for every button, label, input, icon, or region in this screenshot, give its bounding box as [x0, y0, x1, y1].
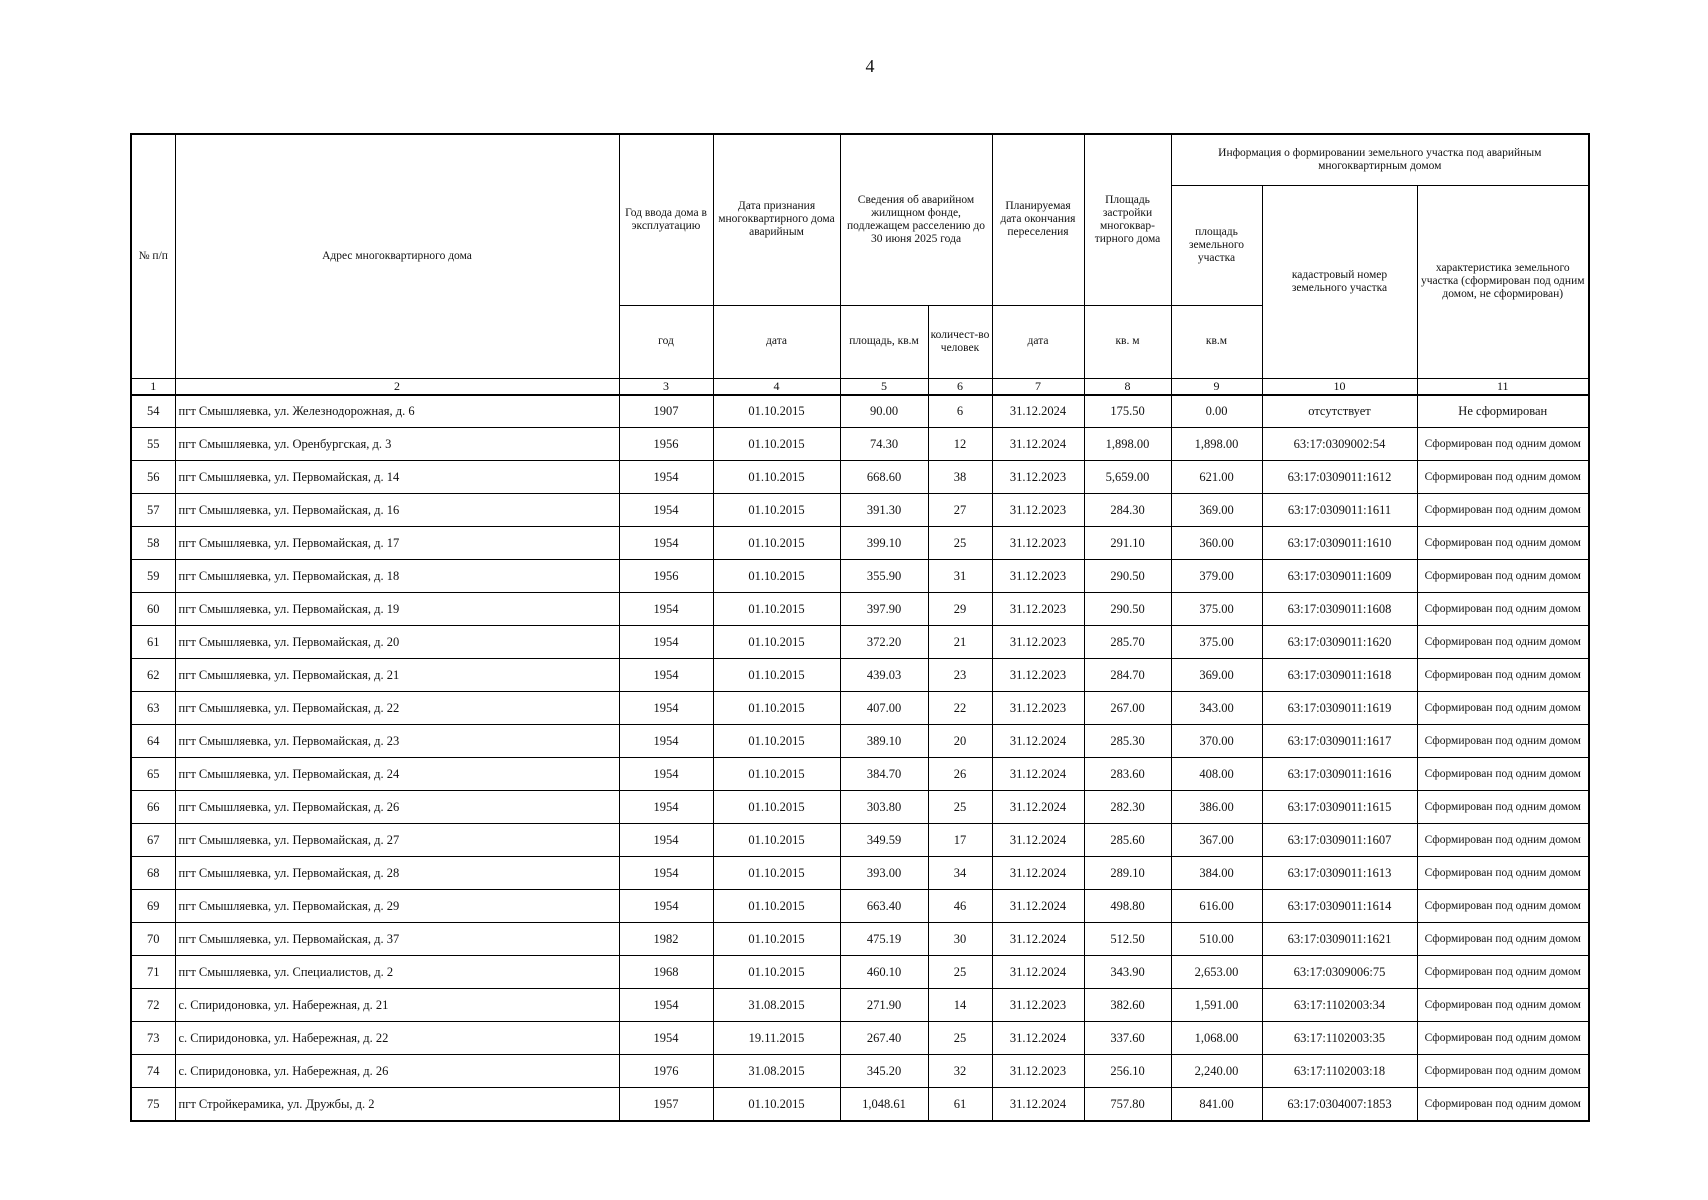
- row-address: пгт Смышляевка, ул. Первомайская, д. 28: [175, 856, 619, 889]
- row-cadastral: 63:17:0309011:1611: [1262, 493, 1417, 526]
- column-numbers-row: [131, 378, 1589, 395]
- row-built-area: 283.60: [1084, 757, 1171, 790]
- table-row: [131, 526, 1589, 559]
- row-built-area: 284.70: [1084, 658, 1171, 691]
- row-area: 391.30: [840, 493, 928, 526]
- row-cadastral: 63:17:1102003:35: [1262, 1021, 1417, 1054]
- header-land-area: площадь земельного участка: [1171, 185, 1262, 305]
- unit-people: количест-во человек: [928, 305, 992, 378]
- row-land-char: Сформирован под одним домом: [1417, 427, 1589, 460]
- row-land-area: 369.00: [1171, 658, 1262, 691]
- row-land-area: 375.00: [1171, 592, 1262, 625]
- row-land-char: Сформирован под одним домом: [1417, 823, 1589, 856]
- row-cadastral: 63:17:0304007:1853: [1262, 1087, 1417, 1121]
- row-people: 21: [928, 625, 992, 658]
- header-land-info: Информация о формировании земельного участка под аварийным многоквартирным домом: [1171, 134, 1589, 185]
- row-people: 61: [928, 1087, 992, 1121]
- row-date-recognition: 01.10.2015: [713, 559, 840, 592]
- row-planned-date: 31.12.2024: [992, 856, 1084, 889]
- table-row: [131, 1087, 1589, 1121]
- table-row: [131, 724, 1589, 757]
- row-people: 22: [928, 691, 992, 724]
- column-number: 4: [713, 378, 840, 395]
- row-year: 1957: [619, 1087, 713, 1121]
- unit-built-area: кв. м: [1084, 305, 1171, 378]
- row-people: 31: [928, 559, 992, 592]
- header-address: Адрес многоквартирного дома: [175, 134, 619, 378]
- row-date-recognition: 01.10.2015: [713, 922, 840, 955]
- row-planned-date: 31.12.2023: [992, 526, 1084, 559]
- row-people: 6: [928, 395, 992, 428]
- row-year: 1907: [619, 395, 713, 428]
- row-land-char: Сформирован под одним домом: [1417, 790, 1589, 823]
- row-land-char: Сформирован под одним домом: [1417, 592, 1589, 625]
- row-address: пгт Стройкерамика, ул. Дружбы, д. 2: [175, 1087, 619, 1121]
- row-planned-date: 31.12.2024: [992, 955, 1084, 988]
- row-land-area: 1,898.00: [1171, 427, 1262, 460]
- row-land-char: Сформирован под одним домом: [1417, 889, 1589, 922]
- table-row: [131, 559, 1589, 592]
- row-num: 73: [131, 1021, 175, 1054]
- row-address: с. Спиридоновка, ул. Набережная, д. 21: [175, 988, 619, 1021]
- row-built-area: 284.30: [1084, 493, 1171, 526]
- row-planned-date: 31.12.2024: [992, 395, 1084, 428]
- row-address: пгт Смышляевка, ул. Первомайская, д. 21: [175, 658, 619, 691]
- row-date-recognition: 31.08.2015: [713, 988, 840, 1021]
- column-number: 8: [1084, 378, 1171, 395]
- row-built-area: 285.60: [1084, 823, 1171, 856]
- row-built-area: 289.10: [1084, 856, 1171, 889]
- table-row: [131, 427, 1589, 460]
- row-address: пгт Смышляевка, ул. Первомайская, д. 23: [175, 724, 619, 757]
- table-row: [131, 889, 1589, 922]
- row-cadastral: 63:17:0309011:1608: [1262, 592, 1417, 625]
- table-row: [131, 856, 1589, 889]
- row-built-area: 337.60: [1084, 1021, 1171, 1054]
- row-year: 1954: [619, 1021, 713, 1054]
- row-cadastral: 63:17:0309006:75: [1262, 955, 1417, 988]
- row-num: 65: [131, 757, 175, 790]
- row-land-char: Сформирован под одним домом: [1417, 724, 1589, 757]
- row-planned-date: 31.12.2024: [992, 889, 1084, 922]
- table-row: [131, 493, 1589, 526]
- row-date-recognition: 31.08.2015: [713, 1054, 840, 1087]
- row-built-area: 757.80: [1084, 1087, 1171, 1121]
- page-number: 4: [865, 56, 875, 76]
- row-address: с. Спиридоновка, ул. Набережная, д. 22: [175, 1021, 619, 1054]
- table-row: [131, 691, 1589, 724]
- row-year: 1954: [619, 889, 713, 922]
- row-planned-date: 31.12.2024: [992, 1087, 1084, 1121]
- header-cadastral: кадастровый номер земельного участка: [1262, 185, 1417, 378]
- row-people: 38: [928, 460, 992, 493]
- row-cadastral: 63:17:0309011:1614: [1262, 889, 1417, 922]
- row-land-char: Сформирован под одним домом: [1417, 955, 1589, 988]
- row-area: 271.90: [840, 988, 928, 1021]
- row-date-recognition: 01.10.2015: [713, 724, 840, 757]
- row-cadastral: 63:17:0309011:1607: [1262, 823, 1417, 856]
- row-area: 460.10: [840, 955, 928, 988]
- row-num: 60: [131, 592, 175, 625]
- row-date-recognition: 01.10.2015: [713, 395, 840, 428]
- row-num: 62: [131, 658, 175, 691]
- row-built-area: 290.50: [1084, 559, 1171, 592]
- unit-land-area: кв.м: [1171, 305, 1262, 378]
- row-planned-date: 31.12.2024: [992, 1021, 1084, 1054]
- row-area: 475.19: [840, 922, 928, 955]
- row-date-recognition: 01.10.2015: [713, 955, 840, 988]
- row-year: 1954: [619, 691, 713, 724]
- row-area: 389.10: [840, 724, 928, 757]
- row-people: 12: [928, 427, 992, 460]
- row-land-char: Сформирован под одним домом: [1417, 1087, 1589, 1121]
- row-area: 303.80: [840, 790, 928, 823]
- row-planned-date: 31.12.2023: [992, 691, 1084, 724]
- row-built-area: 5,659.00: [1084, 460, 1171, 493]
- row-built-area: 285.70: [1084, 625, 1171, 658]
- row-planned-date: 31.12.2024: [992, 922, 1084, 955]
- row-land-area: 1,591.00: [1171, 988, 1262, 1021]
- row-planned-date: 31.12.2023: [992, 988, 1084, 1021]
- row-num: 63: [131, 691, 175, 724]
- row-built-area: 382.60: [1084, 988, 1171, 1021]
- row-land-area: 841.00: [1171, 1087, 1262, 1121]
- row-built-area: 498.80: [1084, 889, 1171, 922]
- row-planned-date: 31.12.2024: [992, 757, 1084, 790]
- row-num: 74: [131, 1054, 175, 1087]
- row-built-area: 1,898.00: [1084, 427, 1171, 460]
- row-address: пгт Смышляевка, ул. Первомайская, д. 18: [175, 559, 619, 592]
- row-address: пгт Смышляевка, ул. Железнодорожная, д. 6: [175, 395, 619, 428]
- row-address: пгт Смышляевка, ул. Первомайская, д. 24: [175, 757, 619, 790]
- row-address: пгт Смышляевка, ул. Первомайская, д. 22: [175, 691, 619, 724]
- row-date-recognition: 01.10.2015: [713, 691, 840, 724]
- row-people: 14: [928, 988, 992, 1021]
- table-row: [131, 1054, 1589, 1087]
- row-land-area: 375.00: [1171, 625, 1262, 658]
- row-people: 25: [928, 1021, 992, 1054]
- table-body: [131, 395, 1589, 1121]
- row-year: 1956: [619, 427, 713, 460]
- column-number: 10: [1262, 378, 1417, 395]
- row-area: 399.10: [840, 526, 928, 559]
- row-land-char: Сформирован под одним домом: [1417, 1021, 1589, 1054]
- row-land-area: 386.00: [1171, 790, 1262, 823]
- row-year: 1954: [619, 724, 713, 757]
- row-num: 56: [131, 460, 175, 493]
- row-planned-date: 31.12.2023: [992, 658, 1084, 691]
- row-date-recognition: 01.10.2015: [713, 625, 840, 658]
- table-row: [131, 1021, 1589, 1054]
- row-address: пгт Смышляевка, ул. Первомайская, д. 37: [175, 922, 619, 955]
- row-area: 407.00: [840, 691, 928, 724]
- row-land-area: 360.00: [1171, 526, 1262, 559]
- row-area: 439.03: [840, 658, 928, 691]
- row-area: 1,048.61: [840, 1087, 928, 1121]
- row-num: 69: [131, 889, 175, 922]
- column-number: 3: [619, 378, 713, 395]
- row-num: 66: [131, 790, 175, 823]
- row-address: пгт Смышляевка, ул. Первомайская, д. 17: [175, 526, 619, 559]
- row-built-area: 291.10: [1084, 526, 1171, 559]
- column-number: 11: [1417, 378, 1589, 395]
- row-date-recognition: 01.10.2015: [713, 790, 840, 823]
- row-cadastral: 63:17:0309011:1620: [1262, 625, 1417, 658]
- row-land-area: 408.00: [1171, 757, 1262, 790]
- row-address: пгт Смышляевка, ул. Специалистов, д. 2: [175, 955, 619, 988]
- row-planned-date: 31.12.2023: [992, 493, 1084, 526]
- row-planned-date: 31.12.2024: [992, 790, 1084, 823]
- row-land-area: 370.00: [1171, 724, 1262, 757]
- row-address: пгт Смышляевка, ул. Первомайская, д. 29: [175, 889, 619, 922]
- table-row: [131, 757, 1589, 790]
- table-row: [131, 955, 1589, 988]
- row-address: пгт Смышляевка, ул. Первомайская, д. 26: [175, 790, 619, 823]
- header-land-char: характеристика земельного участка (сформирован под одним домом, не сформирован): [1417, 185, 1589, 378]
- table-row: [131, 460, 1589, 493]
- row-cadastral: 63:17:0309011:1612: [1262, 460, 1417, 493]
- row-land-area: 621.00: [1171, 460, 1262, 493]
- column-number: 7: [992, 378, 1084, 395]
- row-land-char: Не сформирован: [1417, 395, 1589, 428]
- row-address: пгт Смышляевка, ул. Первомайская, д. 19: [175, 592, 619, 625]
- row-year: 1954: [619, 790, 713, 823]
- emergency-housing-table: [130, 133, 1590, 1122]
- row-cadastral: 63:17:0309011:1616: [1262, 757, 1417, 790]
- row-people: 25: [928, 955, 992, 988]
- column-number: 2: [175, 378, 619, 395]
- row-land-area: 343.00: [1171, 691, 1262, 724]
- row-num: 61: [131, 625, 175, 658]
- row-address: пгт Смышляевка, ул. Первомайская, д. 20: [175, 625, 619, 658]
- row-land-area: 384.00: [1171, 856, 1262, 889]
- emergency-housing-table-wrap: [130, 133, 1590, 1122]
- row-land-char: Сформирован под одним домом: [1417, 526, 1589, 559]
- row-cadastral: 63:17:0309011:1613: [1262, 856, 1417, 889]
- row-num: 57: [131, 493, 175, 526]
- row-built-area: 290.50: [1084, 592, 1171, 625]
- row-date-recognition: 01.10.2015: [713, 592, 840, 625]
- row-land-char: Сформирован под одним домом: [1417, 493, 1589, 526]
- unit-date: дата: [713, 305, 840, 378]
- row-land-char: Сформирован под одним домом: [1417, 988, 1589, 1021]
- row-num: 54: [131, 395, 175, 428]
- header-date-recognition: Дата признания многоквартирного дома аварийным: [713, 134, 840, 305]
- row-year: 1954: [619, 592, 713, 625]
- row-planned-date: 31.12.2023: [992, 625, 1084, 658]
- row-people: 29: [928, 592, 992, 625]
- row-planned-date: 31.12.2024: [992, 823, 1084, 856]
- row-cadastral: 63:17:0309011:1617: [1262, 724, 1417, 757]
- row-date-recognition: 01.10.2015: [713, 757, 840, 790]
- row-num: 58: [131, 526, 175, 559]
- header-built-area: Площадь застройки многоквар-тирного дома: [1084, 134, 1171, 305]
- row-area: 397.90: [840, 592, 928, 625]
- row-people: 20: [928, 724, 992, 757]
- row-year: 1954: [619, 988, 713, 1021]
- row-people: 17: [928, 823, 992, 856]
- row-area: 663.40: [840, 889, 928, 922]
- row-land-area: 379.00: [1171, 559, 1262, 592]
- row-date-recognition: 01.10.2015: [713, 526, 840, 559]
- row-date-recognition: 01.10.2015: [713, 427, 840, 460]
- row-land-char: Сформирован под одним домом: [1417, 625, 1589, 658]
- row-year: 1954: [619, 625, 713, 658]
- row-date-recognition: 01.10.2015: [713, 658, 840, 691]
- row-year: 1976: [619, 1054, 713, 1087]
- row-land-area: 367.00: [1171, 823, 1262, 856]
- row-cadastral: 63:17:1102003:18: [1262, 1054, 1417, 1087]
- row-people: 26: [928, 757, 992, 790]
- row-land-area: 369.00: [1171, 493, 1262, 526]
- row-people: 32: [928, 1054, 992, 1087]
- row-land-area: 1,068.00: [1171, 1021, 1262, 1054]
- row-address: пгт Смышляевка, ул. Первомайская, д. 14: [175, 460, 619, 493]
- row-area: 349.59: [840, 823, 928, 856]
- header-year-commission: Год ввода дома в эксплуатацию: [619, 134, 713, 305]
- row-land-area: 616.00: [1171, 889, 1262, 922]
- row-area: 267.40: [840, 1021, 928, 1054]
- row-area: 393.00: [840, 856, 928, 889]
- column-number: 5: [840, 378, 928, 395]
- row-people: 25: [928, 526, 992, 559]
- row-cadastral: 63:17:1102003:34: [1262, 988, 1417, 1021]
- table-row: [131, 988, 1589, 1021]
- row-date-recognition: 01.10.2015: [713, 856, 840, 889]
- row-built-area: 343.90: [1084, 955, 1171, 988]
- table-row: [131, 823, 1589, 856]
- row-date-recognition: 01.10.2015: [713, 460, 840, 493]
- row-num: 68: [131, 856, 175, 889]
- row-people: 25: [928, 790, 992, 823]
- row-planned-date: 31.12.2023: [992, 1054, 1084, 1087]
- row-built-area: 512.50: [1084, 922, 1171, 955]
- row-address: пгт Смышляевка, ул. Первомайская, д. 27: [175, 823, 619, 856]
- row-year: 1954: [619, 526, 713, 559]
- row-planned-date: 31.12.2024: [992, 427, 1084, 460]
- row-cadastral: 63:17:0309011:1618: [1262, 658, 1417, 691]
- row-planned-date: 31.12.2023: [992, 559, 1084, 592]
- unit-planned-date: дата: [992, 305, 1084, 378]
- row-cadastral: 63:17:0309011:1609: [1262, 559, 1417, 592]
- row-land-char: Сформирован под одним домом: [1417, 757, 1589, 790]
- row-year: 1954: [619, 856, 713, 889]
- row-built-area: 267.00: [1084, 691, 1171, 724]
- row-num: 59: [131, 559, 175, 592]
- row-num: 67: [131, 823, 175, 856]
- row-built-area: 282.30: [1084, 790, 1171, 823]
- row-year: 1954: [619, 460, 713, 493]
- row-date-recognition: 01.10.2015: [713, 889, 840, 922]
- row-land-char: Сформирован под одним домом: [1417, 658, 1589, 691]
- row-num: 55: [131, 427, 175, 460]
- row-year: 1954: [619, 493, 713, 526]
- row-year: 1954: [619, 658, 713, 691]
- row-area: 384.70: [840, 757, 928, 790]
- column-number: 1: [131, 378, 175, 395]
- row-num: 71: [131, 955, 175, 988]
- table-row: [131, 790, 1589, 823]
- row-land-area: 2,240.00: [1171, 1054, 1262, 1087]
- row-area: 345.20: [840, 1054, 928, 1087]
- row-planned-date: 31.12.2023: [992, 460, 1084, 493]
- row-year: 1956: [619, 559, 713, 592]
- row-land-area: 0.00: [1171, 395, 1262, 428]
- table-row: [131, 658, 1589, 691]
- row-area: 90.00: [840, 395, 928, 428]
- table-row: [131, 922, 1589, 955]
- row-land-char: Сформирован под одним домом: [1417, 856, 1589, 889]
- row-built-area: 175.50: [1084, 395, 1171, 428]
- row-address: пгт Смышляевка, ул. Оренбургская, д. 3: [175, 427, 619, 460]
- table-row: [131, 592, 1589, 625]
- unit-area: площадь, кв.м: [840, 305, 928, 378]
- row-people: 27: [928, 493, 992, 526]
- unit-year: год: [619, 305, 713, 378]
- row-land-area: 2,653.00: [1171, 955, 1262, 988]
- row-area: 668.60: [840, 460, 928, 493]
- row-land-char: Сформирован под одним домом: [1417, 1054, 1589, 1087]
- row-cadastral: 63:17:0309011:1610: [1262, 526, 1417, 559]
- row-cadastral: 63:17:0309011:1615: [1262, 790, 1417, 823]
- row-num: 72: [131, 988, 175, 1021]
- column-number: 6: [928, 378, 992, 395]
- row-built-area: 256.10: [1084, 1054, 1171, 1087]
- table-header: [131, 134, 1589, 395]
- row-planned-date: 31.12.2024: [992, 724, 1084, 757]
- table-row: [131, 625, 1589, 658]
- row-area: 74.30: [840, 427, 928, 460]
- row-land-char: Сформирован под одним домом: [1417, 559, 1589, 592]
- row-cadastral: 63:17:0309002:54: [1262, 427, 1417, 460]
- row-land-char: Сформирован под одним домом: [1417, 922, 1589, 955]
- row-cadastral: отсутствует: [1262, 395, 1417, 428]
- row-planned-date: 31.12.2023: [992, 592, 1084, 625]
- row-cadastral: 63:17:0309011:1619: [1262, 691, 1417, 724]
- header-emergency-fund: Сведения об аварийном жилищном фонде, подлежащем расселению до 30 июня 2025 года: [840, 134, 992, 305]
- row-built-area: 285.30: [1084, 724, 1171, 757]
- row-year: 1954: [619, 823, 713, 856]
- row-area: 355.90: [840, 559, 928, 592]
- row-num: 75: [131, 1087, 175, 1121]
- row-date-recognition: 01.10.2015: [713, 823, 840, 856]
- header-num: № п/п: [131, 134, 175, 378]
- row-people: 23: [928, 658, 992, 691]
- row-num: 64: [131, 724, 175, 757]
- row-num: 70: [131, 922, 175, 955]
- row-people: 46: [928, 889, 992, 922]
- table-row: [131, 395, 1589, 428]
- header-planned-date: Планируемая дата окончания переселения: [992, 134, 1084, 305]
- row-address: пгт Смышляевка, ул. Первомайская, д. 16: [175, 493, 619, 526]
- row-year: 1968: [619, 955, 713, 988]
- row-address: с. Спиридоновка, ул. Набережная, д. 26: [175, 1054, 619, 1087]
- row-date-recognition: 01.10.2015: [713, 493, 840, 526]
- row-land-char: Сформирован под одним домом: [1417, 460, 1589, 493]
- row-people: 30: [928, 922, 992, 955]
- row-land-char: Сформирован под одним домом: [1417, 691, 1589, 724]
- row-date-recognition: 19.11.2015: [713, 1021, 840, 1054]
- row-year: 1982: [619, 922, 713, 955]
- row-cadastral: 63:17:0309011:1621: [1262, 922, 1417, 955]
- row-area: 372.20: [840, 625, 928, 658]
- row-date-recognition: 01.10.2015: [713, 1087, 840, 1121]
- row-land-area: 510.00: [1171, 922, 1262, 955]
- row-people: 34: [928, 856, 992, 889]
- row-year: 1954: [619, 757, 713, 790]
- column-number: 9: [1171, 378, 1262, 395]
